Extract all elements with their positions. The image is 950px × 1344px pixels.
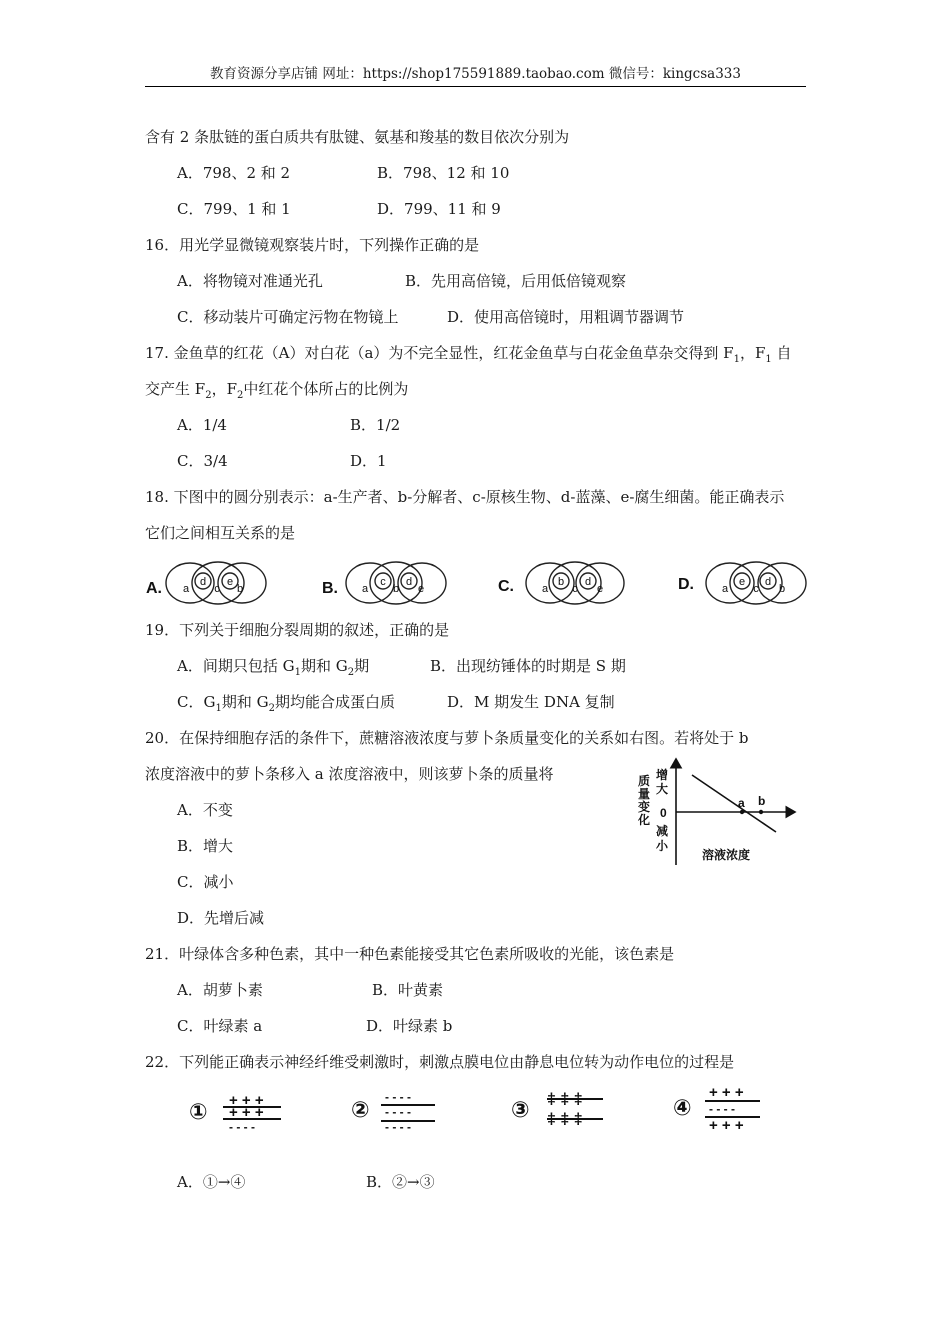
q17-option-c: C．3/4 — [177, 452, 228, 470]
svg-text:‡ ‡ ‡: ‡ ‡ ‡ — [547, 1091, 583, 1108]
q21-stem: 21．叶绿体含多种色素，其中一种色素能接受其它色素所吸收的光能，该色素是 — [145, 945, 675, 963]
venn-label-a: A. — [146, 580, 162, 597]
venn-d-letter-c: c — [753, 583, 759, 595]
membrane-label-4: ④ — [673, 1095, 692, 1120]
q21-option-a: A．胡萝卜素 — [177, 981, 263, 999]
svg-text:+ + +: + + + — [229, 1092, 264, 1109]
q21-option-c: C．叶绿素 a — [177, 1017, 263, 1035]
page-header: 教育资源分享店铺 网址：https://shop175591889.taobao.com 微信号：kingcsa333 — [145, 64, 806, 87]
venn-c-letter-b: b — [557, 576, 565, 588]
venn-b-letter-d: d — [405, 576, 413, 588]
venn-label-d: D. — [678, 576, 694, 593]
q16-stem: 16．用光学显微镜观察装片时，下列操作正确的是 — [145, 236, 480, 254]
venn-label-c: C. — [498, 578, 514, 595]
q15-option-b: B．798、12 和 10 — [377, 164, 510, 182]
venn-a-letter-e: e — [226, 576, 234, 588]
venn-d-letter-d: d — [764, 576, 772, 588]
svg-text:+ + +: + + + — [229, 1104, 264, 1121]
q17-option-b: B．1/2 — [350, 416, 401, 434]
venn-a-letter-d: d — [199, 576, 207, 588]
q20-stem-line2: 浓度溶液中的萝卜条移入 a 浓度溶液中，则该萝卜条的质量将 — [145, 765, 554, 783]
graph-xlabel: 溶液浓度 — [702, 848, 751, 862]
q19-option-a: A．间期只包括 $G_1$期和 $G_2$期 — [177, 657, 370, 678]
venn-a-letter-c: c — [214, 583, 220, 595]
q19-option-c: C．$G_1$期和 $G_2$期均能合成蛋白质 — [177, 693, 395, 714]
venn-d-letter-e: e — [738, 576, 746, 588]
graph-label-up-1: 增大 — [656, 768, 669, 796]
q18-stem-line1: 18. 下图中的圆分别表示：a-生产者、b-分解者、c-原核生物、d-蓝藻、e-腐生细菌。能正确表示 — [145, 488, 785, 506]
q15-option-a: A．798、2 和 2 — [177, 164, 291, 182]
venn-b-letter-e: e — [417, 583, 425, 595]
q16-option-c: C．移动装片可确定污物在物镜上 — [177, 308, 399, 326]
q20-stem-line1: 20．在保持细胞存活的条件下，蔗糖溶液浓度与萝卜条质量变化的关系如右图。若将处于 b — [145, 729, 749, 747]
q22-option-a: A．①→④ — [177, 1173, 246, 1191]
svg-text:- - - -: - - - - — [709, 1102, 735, 1116]
svg-text:- - - -: - - - - — [385, 1120, 411, 1134]
q22-option-b: B．②→③ — [366, 1173, 435, 1191]
q20-mass-concentration-graph — [630, 755, 805, 870]
q17-option-d: D．1 — [350, 452, 387, 470]
membrane-label-1: ① — [189, 1099, 208, 1124]
graph-label-zero: 0 — [660, 806, 667, 820]
graph-point-b: b — [758, 794, 766, 808]
q18-stem-line2: 它们之间相互关系的是 — [145, 524, 296, 542]
q19-option-d: D．M 期发生 DNA 复制 — [447, 693, 615, 711]
svg-text:+ + +: + + + — [709, 1085, 744, 1101]
venn-b-letter-b: b — [392, 583, 400, 595]
q20-option-c: C．减小 — [177, 873, 234, 891]
svg-text:‡ ‡ ‡: ‡ ‡ ‡ — [547, 1111, 583, 1128]
venn-a-letter-b: b — [236, 583, 244, 595]
svg-text:+ + +: + + + — [709, 1117, 744, 1134]
graph-point-a: a — [738, 796, 745, 810]
venn-label-b: B. — [322, 580, 338, 597]
venn-d-letter-b: b — [778, 583, 786, 595]
q20-option-b: B．增大 — [177, 837, 234, 855]
q20-option-d: D．先增后减 — [177, 909, 265, 927]
venn-b-letter-a: a — [361, 583, 369, 595]
q17-option-a: A．1/4 — [177, 416, 227, 434]
svg-text:- - - -: - - - - — [385, 1090, 411, 1104]
svg-text:- - - -: - - - - — [229, 1120, 255, 1134]
q15-stem: 含有 2 条肽链的蛋白质共有肽键、氨基和羧基的数目依次分别为 — [145, 128, 570, 146]
venn-b-letter-c: c — [380, 576, 386, 588]
q16-option-a: A．将物镜对准通光孔 — [177, 272, 323, 290]
graph-point-b-dot — [759, 810, 763, 814]
q22-stem: 22．下列能正确表示神经纤维受刺激时，刺激点膜电位由静息电位转为动作电位的过程是 — [145, 1053, 735, 1071]
graph-ylabel: 质量变化 — [638, 774, 651, 827]
q20-option-a: A．不变 — [177, 801, 233, 819]
q17-stem-line2: 交产生 $F_2$，$F_2$中红花个体所占的比例为 — [145, 380, 409, 401]
graph-label-down: 减小 — [656, 824, 669, 853]
q15-option-c: C．799、1 和 1 — [177, 200, 291, 218]
svg-text:- - - -: - - - - — [385, 1105, 411, 1119]
venn-c-letter-a: a — [541, 583, 549, 595]
membrane-label-3: ③ — [511, 1097, 530, 1122]
venn-c-letter-d: d — [584, 576, 592, 588]
q18-venn-diagrams — [140, 558, 810, 610]
graph-point-a-dot — [740, 810, 744, 814]
membrane-label-2: ② — [351, 1097, 370, 1122]
q21-option-d: D．叶绿素 b — [366, 1017, 453, 1035]
venn-d-letter-a: a — [721, 583, 729, 595]
venn-a-letter-a: a — [182, 583, 190, 595]
q19-option-b: B．出现纺锤体的时期是 S 期 — [430, 657, 626, 675]
q17-stem-line1: 17. 金鱼草的红花（A）对白花（a）为不完全显性，红花金鱼草与白花金鱼草杂交得到 $F_1$，$F_1$ 自 — [145, 344, 792, 365]
q16-option-d: D．使用高倍镜时，用粗调节器调节 — [447, 308, 685, 326]
q19-stem: 19．下列关于细胞分裂周期的叙述，正确的是 — [145, 621, 450, 639]
q15-option-d: D．799、11 和 9 — [377, 200, 501, 218]
q22-membrane-potential-figures — [185, 1085, 775, 1135]
q21-option-b: B．叶黄素 — [372, 981, 444, 999]
venn-c-letter-e: e — [596, 583, 604, 595]
venn-c-letter-c: c — [572, 583, 578, 595]
q16-option-b: B．先用高倍镜，后用低倍镜观察 — [405, 272, 627, 290]
